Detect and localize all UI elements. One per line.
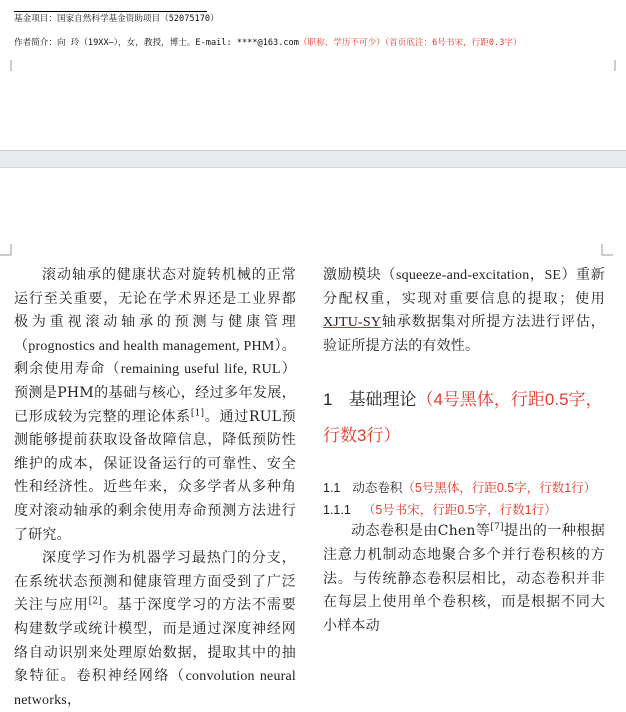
heading-number: 1 — [323, 390, 333, 410]
text-run: 轴承数据集对所提方法进行评估，验证所提方法的有效性。 — [323, 314, 605, 354]
heading-title: 动态卷积 — [352, 481, 403, 496]
footnote-author-note: （职称、学历不可少）（首页底注：6号书宋，行距0.3字） — [298, 38, 522, 48]
text-run: 深度学习作为机器学习最热门的分支，在系统状态预测和健康管理方面受到了广泛关注与应用 — [14, 550, 296, 614]
document-page-upper — [0, 0, 626, 150]
paragraph-intro — [14, 264, 296, 547]
text-run: 。基于深度学习的方法不需要构建数学或统计模型，而是通过深度神经网络自动识别来处理原始数据，提取其中的抽象特征。卷积神经网络（ — [14, 597, 296, 685]
text-run: ， — [66, 691, 82, 708]
dataset-name-underlined: XJTU-SY — [323, 315, 382, 331]
crop-mark-bottom-right-icon — [604, 60, 616, 72]
citation-ref[interactable]: [7] — [490, 522, 504, 533]
paragraph-dynamic-conv — [323, 520, 605, 638]
crop-mark-bottom-left-icon — [10, 60, 22, 72]
heading-number: 1.1.1 — [323, 503, 351, 518]
left-text-column — [14, 264, 296, 712]
citation-ref[interactable]: [1] — [190, 407, 205, 418]
heading-level-2 — [323, 478, 605, 498]
heading-level-1 — [323, 382, 605, 454]
heading-title: 基础理论 — [348, 390, 417, 410]
text-run-latin: squeeze-and-excitation，SE — [396, 268, 562, 283]
heading-format-note: （5号书宋，行距0.5字，行数1行） — [362, 503, 557, 518]
text-run-latin: prognostics and health management, PHM — [28, 338, 275, 354]
crop-mark-top-right-icon — [601, 244, 613, 256]
page-break-gap — [0, 150, 626, 168]
text-run: 。通过RUL预测能够提前获取设备故障信息，降低预防性维护的成本，保证设备运行的可靠性、安全性和经济性。近些年来，众多学者从多种角度对滚动轴承的剩余使用寿命预测方法进行了研究。 — [14, 408, 296, 543]
right-text-column — [323, 264, 605, 638]
text-run: 滚动轴承的健康状态对旋转机械的正常运行至关重要，无论在学术界还是工业界都极为重视滚动轴承的预测与健康管理（ — [14, 267, 296, 354]
text-run-latin: convolution neural networks — [14, 669, 297, 708]
text-run: 动态卷积是由Chen等 — [351, 523, 491, 540]
footnote-author — [14, 38, 522, 49]
footnote-fund — [14, 14, 219, 25]
text-run: 激励模块（ — [323, 267, 396, 283]
text-run: ）重新分配权重，实现对重要信息的提取；使用 — [323, 267, 605, 307]
heading-format-note: （5号黑体，行距0.5字，行数1行） — [402, 481, 597, 496]
text-run: ）预测是PHM的基础与核心，经过多年发展，已形成较为完整的理论体系 — [14, 361, 297, 425]
text-run: ）。剩余使用寿命（ — [14, 337, 296, 378]
footnote-separator — [14, 11, 207, 12]
text-run: 提出的一种根据注意力机制动态地聚合多个并行卷积核的方法。与传统静态卷积层相比，动态卷积并非在每层上使用单个卷积核，而是根据不同大小样本动 — [323, 523, 606, 634]
text-run-latin: remaining useful life, RUL — [120, 362, 281, 378]
paragraph-deep-learning — [14, 547, 296, 712]
citation-ref[interactable]: [2] — [88, 596, 102, 607]
heading-format-note: （4号黑体，行距0.5字，行数3行） — [323, 390, 603, 446]
heading-level-3 — [323, 500, 605, 520]
footnote-fund-text: 基金项目：国家自然科学基金资助项目（52075170） — [14, 14, 219, 24]
paragraph-continuation — [323, 264, 605, 358]
footnote-author-text: 作者简介：向 玲（19XX—），女，教授，博士。E-mail: ****@163.com — [14, 38, 299, 48]
crop-mark-top-left-icon — [0, 244, 12, 256]
heading-number: 1.1 — [323, 481, 341, 496]
